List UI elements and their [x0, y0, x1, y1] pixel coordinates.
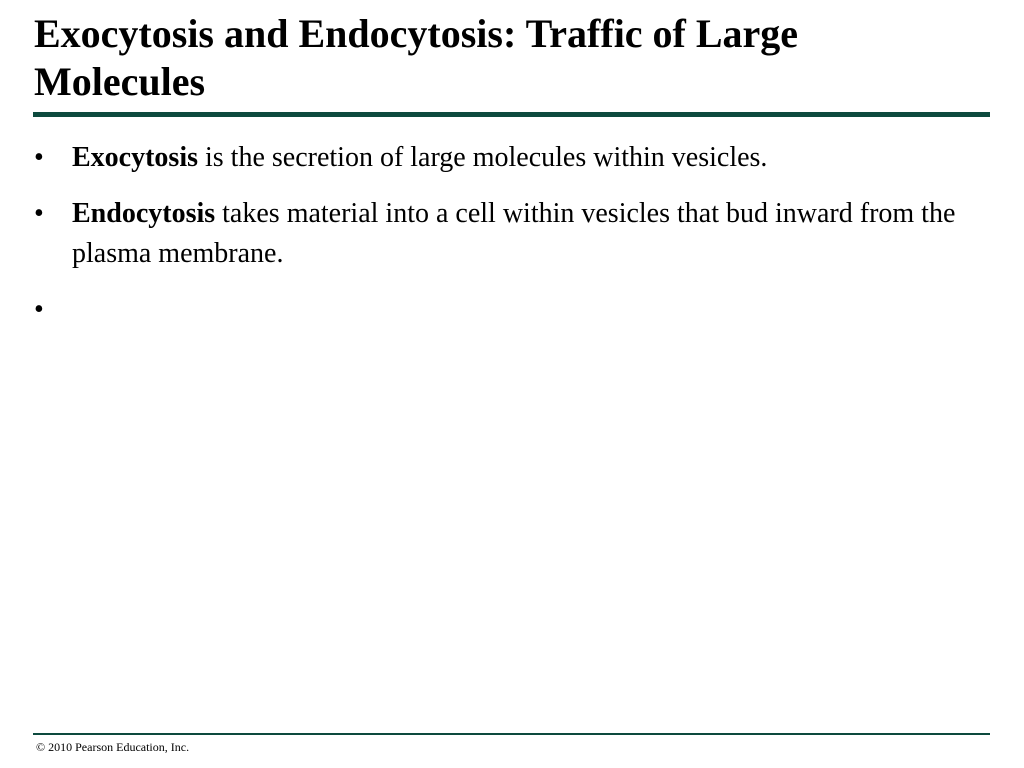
bullet-icon: •	[34, 142, 44, 173]
title-divider	[33, 112, 990, 117]
bullet-icon: •	[34, 198, 44, 229]
bullet-text: is the secretion of large molecules within vesicles.	[198, 142, 768, 173]
bullet-icon: •	[34, 294, 44, 325]
bullet-item	[34, 194, 964, 274]
footer-divider	[33, 733, 990, 735]
bullet-list	[34, 138, 964, 325]
bullet-term: Exocytosis	[72, 142, 198, 173]
slide-title: Exocytosis and Endocytosis: Traffic of Large Molecules	[34, 11, 799, 104]
bullet-item	[34, 138, 964, 178]
bullet-text: takes material into a cell within vesicles that bud inward from the plasma membrane.	[72, 198, 956, 269]
copyright-notice: © 2010 Pearson Education, Inc.	[36, 740, 190, 754]
bullet-term: Endocytosis	[72, 198, 216, 229]
